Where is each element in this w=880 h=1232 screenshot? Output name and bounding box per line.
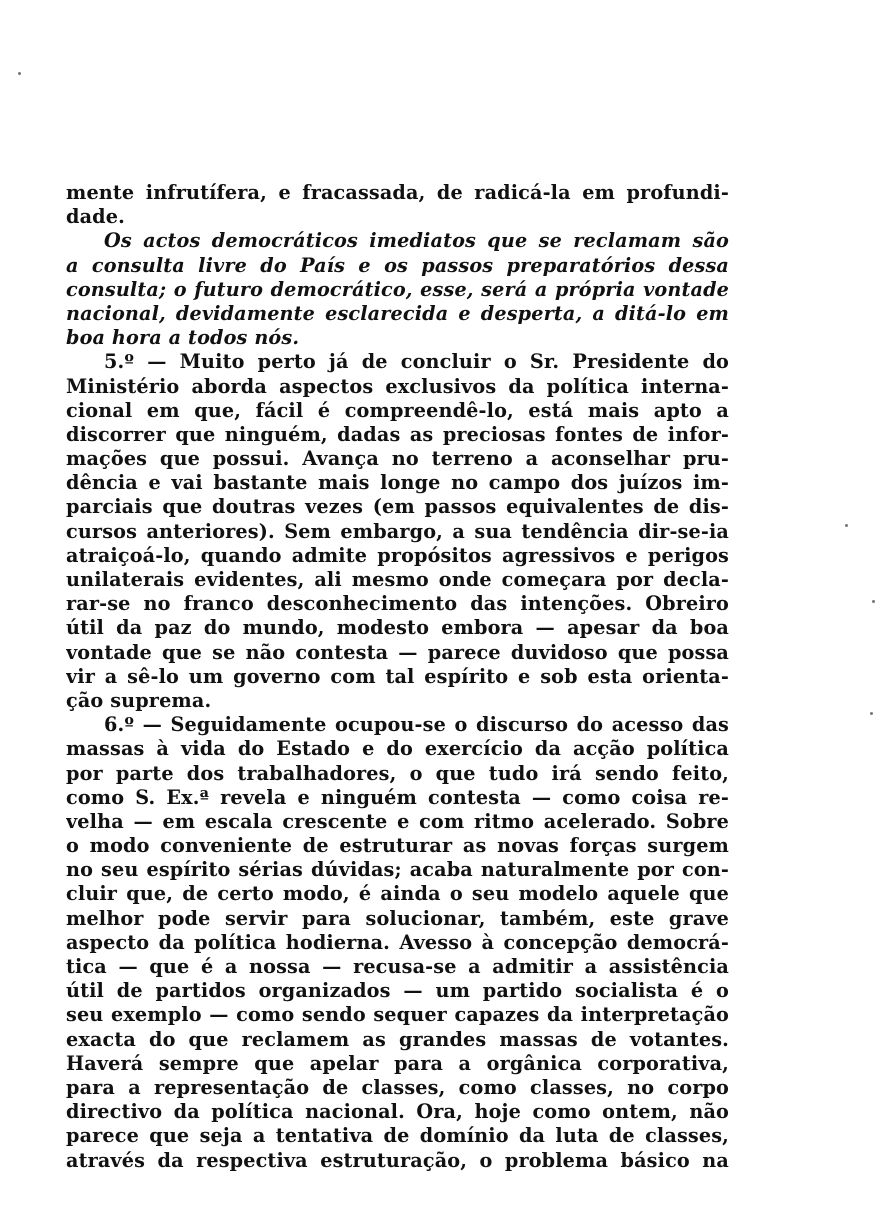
- text-line: boa hora a todos nós.: [66, 326, 300, 350]
- text-line: como S. Ex.ª revela e ninguém contesta — como coisa re-: [66, 785, 729, 809]
- text-line: útil de partidos organizados — um partido socialista é o: [66, 979, 729, 1003]
- text-line: o modo conveniente de estruturar as novas forças surgem: [66, 834, 729, 858]
- text-line: 6.º — Seguidamente ocupou-se o discurso do acesso das: [104, 713, 729, 737]
- text-line: por parte dos trabalhadores, o que tudo irá sendo feito,: [66, 761, 729, 785]
- text-line: no seu espírito sérias dúvidas; acaba naturalmente por con-: [66, 858, 729, 882]
- text-line: atraiçoá-lo, quando admite propósitos agressivos e perigos: [66, 543, 729, 567]
- text-line: melhor pode servir para solucionar, também, este grave: [66, 906, 729, 930]
- text-line: seu exemplo — como sendo sequer capazes da interpretação: [66, 1003, 729, 1027]
- text-line: para a representação de classes, como classes, no corpo: [66, 1075, 729, 1099]
- scan-speck: [872, 600, 875, 603]
- text-line: massas à vida do Estado e do exercício da acção política: [66, 737, 729, 761]
- text-line: vir a sê-lo um governo com tal espírito e sob esta orienta-: [66, 664, 729, 688]
- text-line: através da respectiva estruturação, o problema básico na: [66, 1148, 729, 1172]
- text-line: útil da paz do mundo, modesto embora — apesar da boa: [66, 616, 729, 640]
- text-line: cluir que, de certo modo, é ainda o seu modelo aquele que: [66, 882, 729, 906]
- text-line: nacional, devidamente esclarecida e desperta, a ditá-lo em: [66, 301, 729, 325]
- text-line: velha — em escala crescente e com ritmo acelerado. Sobre: [66, 809, 729, 833]
- text-line: cional em que, fácil é compreendê-lo, está mais apto a: [66, 398, 729, 422]
- scan-speck: [845, 524, 848, 527]
- text-line: a consulta livre do País e os passos preparatórios dessa: [66, 253, 729, 277]
- text-line: unilaterais evidentes, ali mesmo onde começara por decla-: [66, 568, 729, 591]
- text-line: parciais que doutras vezes (em passos equivalentes de dis-: [66, 495, 729, 519]
- text-line: aspecto da política hodierna. Avesso à concepção democrá-: [66, 930, 729, 954]
- text-line: directivo da política nacional. Ora, hoje como ontem, não: [66, 1100, 729, 1124]
- text-line: dade.: [66, 205, 125, 229]
- text-line: parece que seja a tentativa de domínio da luta de classes,: [66, 1124, 729, 1148]
- text-line: consulta; o futuro democrático, esse, será a própria vontade: [66, 277, 729, 301]
- text-line: Ministério aborda aspectos exclusivos da política interna-: [66, 374, 729, 398]
- text-line: 5.º — Muito perto já de concluir o Sr. Presidente do: [104, 350, 729, 374]
- text-line: mações que possui. Avança no terreno a aconselhar pru-: [66, 447, 729, 471]
- text-line: mente infrutífera, e fracassada, de radicá-la em profundi-: [66, 181, 729, 204]
- text-line: Haverá sempre que apelar para a orgânica corporativa,: [66, 1051, 729, 1075]
- text-line: exacta do que reclamem as grandes massas de votantes.: [66, 1027, 729, 1051]
- scan-speck: [870, 712, 873, 715]
- text-line: discorrer que ninguém, dadas as preciosas fontes de infor-: [66, 422, 729, 446]
- text-line: tica — que é a nossa — recusa-se a admitir a assistência: [66, 955, 729, 978]
- text-line: cursos anteriores). Sem embargo, a sua tendência dir-se-ia: [66, 519, 729, 543]
- text-line: dência e vai bastante mais longe no campo dos juízos im-: [66, 471, 729, 495]
- text-line: vontade que se não contesta — parece duvidoso que possa: [66, 640, 729, 664]
- scan-speck: [18, 72, 21, 75]
- text-line: rar-se no franco desconhecimento das intenções. Obreiro: [66, 592, 729, 616]
- text-line: Os actos democráticos imediatos que se reclamam são: [104, 229, 729, 253]
- text-line: ção suprema.: [66, 688, 212, 712]
- body-text: [66, 181, 729, 1173]
